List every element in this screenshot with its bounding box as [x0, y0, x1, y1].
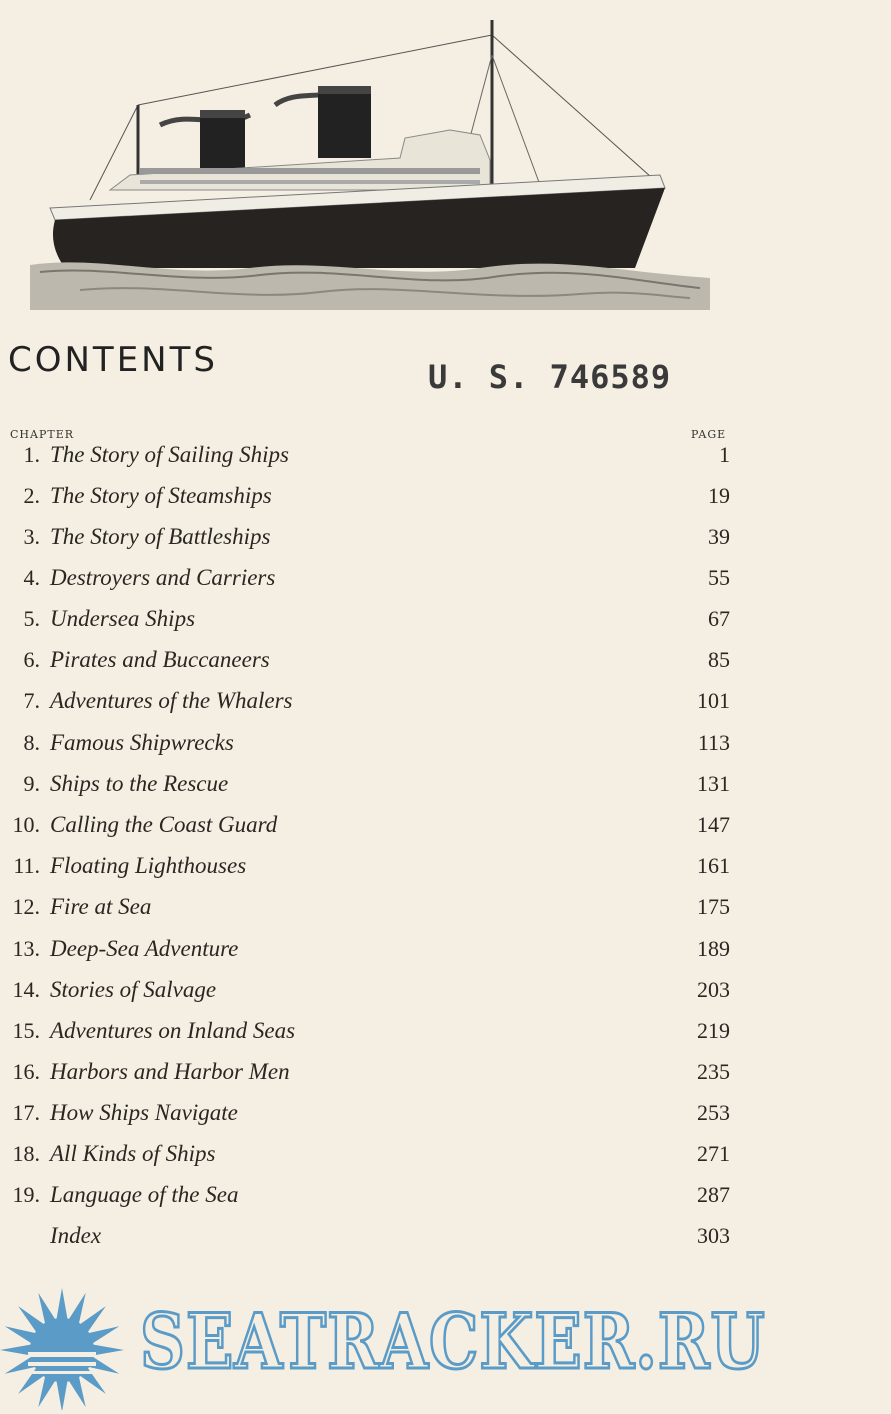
chapter-page: 303	[697, 1223, 730, 1248]
toc-entry	[0, 853, 740, 893]
chapter-page: 203	[697, 977, 730, 1002]
chapter-page: 55	[708, 565, 730, 590]
chapter-title: Destroyers and Carriers	[50, 565, 276, 590]
chapter-title: The Story of Steamships	[50, 483, 272, 508]
chapter-number: 1.	[23, 442, 40, 467]
chapter-title: Floating Lighthouses	[50, 853, 247, 878]
chapter-number: 14.	[12, 977, 40, 1002]
chapter-page: 175	[697, 894, 730, 919]
chapter-number: 17.	[12, 1100, 40, 1125]
toc-entry	[0, 1223, 740, 1263]
chapter-page: 1	[719, 442, 730, 467]
toc-entry	[0, 1059, 740, 1099]
chapter-page: 39	[708, 524, 730, 549]
toc-entry	[0, 894, 740, 934]
chapter-title: All Kinds of Ships	[50, 1141, 216, 1166]
chapter-title: Calling the Coast Guard	[50, 812, 278, 837]
chapter-number: 15.	[12, 1018, 40, 1043]
chapter-title: Stories of Salvage	[50, 977, 217, 1002]
chapter-title: Language of the Sea	[50, 1182, 239, 1207]
chapter-title: Deep-Sea Adventure	[50, 936, 239, 961]
toc-entry	[0, 977, 740, 1017]
chapter-title: Ships to the Rescue	[50, 771, 229, 796]
toc-entry	[0, 771, 740, 811]
toc-entry	[0, 1100, 740, 1140]
chapter-page: 161	[697, 853, 730, 878]
chapter-title: Adventures on Inland Seas	[50, 1018, 296, 1043]
chapter-number: 13.	[12, 936, 40, 961]
toc-entry	[0, 1018, 740, 1058]
chapter-title: Adventures of the Whalers	[50, 688, 293, 713]
chapter-page: 287	[697, 1182, 730, 1207]
chapter-number: 10.	[12, 812, 40, 837]
chapter-number: 19.	[12, 1182, 40, 1207]
chapter-page: 67	[708, 606, 730, 631]
toc-entry	[0, 812, 740, 852]
chapter-title: Undersea Ships	[50, 606, 196, 631]
toc-entry	[0, 1182, 740, 1222]
chapter-title: The Story of Sailing Ships	[50, 442, 289, 467]
chapter-page: 147	[697, 812, 730, 837]
chapter-page: 253	[697, 1100, 730, 1125]
chapter-page: 85	[708, 647, 730, 672]
toc-entry	[0, 606, 740, 646]
ocean-liner-icon	[20, 10, 720, 310]
watermark-text: SEATRACKER.RU	[140, 1297, 766, 1386]
page-title: CONTENTS	[8, 340, 218, 380]
chapter-title: Harbors and Harbor Men	[50, 1059, 290, 1084]
toc-entry	[0, 647, 740, 687]
toc-entry	[0, 483, 740, 523]
chapter-page: 271	[697, 1141, 730, 1166]
chapter-title: Fire at Sea	[50, 894, 152, 919]
toc-entry	[0, 442, 740, 482]
chapter-number: 2.	[23, 483, 40, 508]
chapter-title: The Story of Battleships	[50, 524, 271, 549]
chapter-number: 7.	[23, 688, 40, 713]
toc-entry	[0, 730, 740, 770]
toc-entry	[0, 524, 740, 564]
chapter-number: 9.	[23, 771, 40, 796]
chapter-number: 5.	[23, 606, 40, 631]
chapter-number: 12.	[12, 894, 40, 919]
chapter-page: 113	[697, 730, 730, 755]
toc-entry	[0, 565, 740, 605]
toc-entry	[0, 1141, 740, 1181]
library-stamp: U. S. 746589	[428, 358, 672, 396]
chapter-title: Index	[50, 1223, 102, 1248]
toc-entry	[0, 936, 740, 976]
chapter-number: 4.	[23, 565, 40, 590]
chapter-number: 6.	[23, 647, 40, 672]
chapter-number: 3.	[23, 524, 40, 549]
chapter-title: Pirates and Buccaneers	[50, 647, 270, 672]
ocean-liner-illustration	[20, 10, 720, 310]
chapter-number: 16.	[12, 1059, 40, 1084]
toc-entry	[0, 688, 740, 728]
page-column-header: PAGE	[691, 428, 727, 441]
chapter-title: Famous Shipwrecks	[50, 730, 234, 755]
chapter-number: 11.	[13, 853, 40, 878]
chapter-title: How Ships Navigate	[50, 1100, 238, 1125]
chapter-column-header: CHAPTER	[10, 428, 75, 441]
chapter-page: 219	[697, 1018, 730, 1043]
chapter-page: 189	[697, 936, 730, 961]
chapter-page: 101	[697, 688, 730, 713]
chapter-page: 19	[708, 483, 730, 508]
chapter-number: 18.	[12, 1141, 40, 1166]
chapter-page: 131	[697, 771, 730, 796]
chapter-number: 8.	[23, 730, 40, 755]
chapter-page: 235	[697, 1059, 730, 1084]
